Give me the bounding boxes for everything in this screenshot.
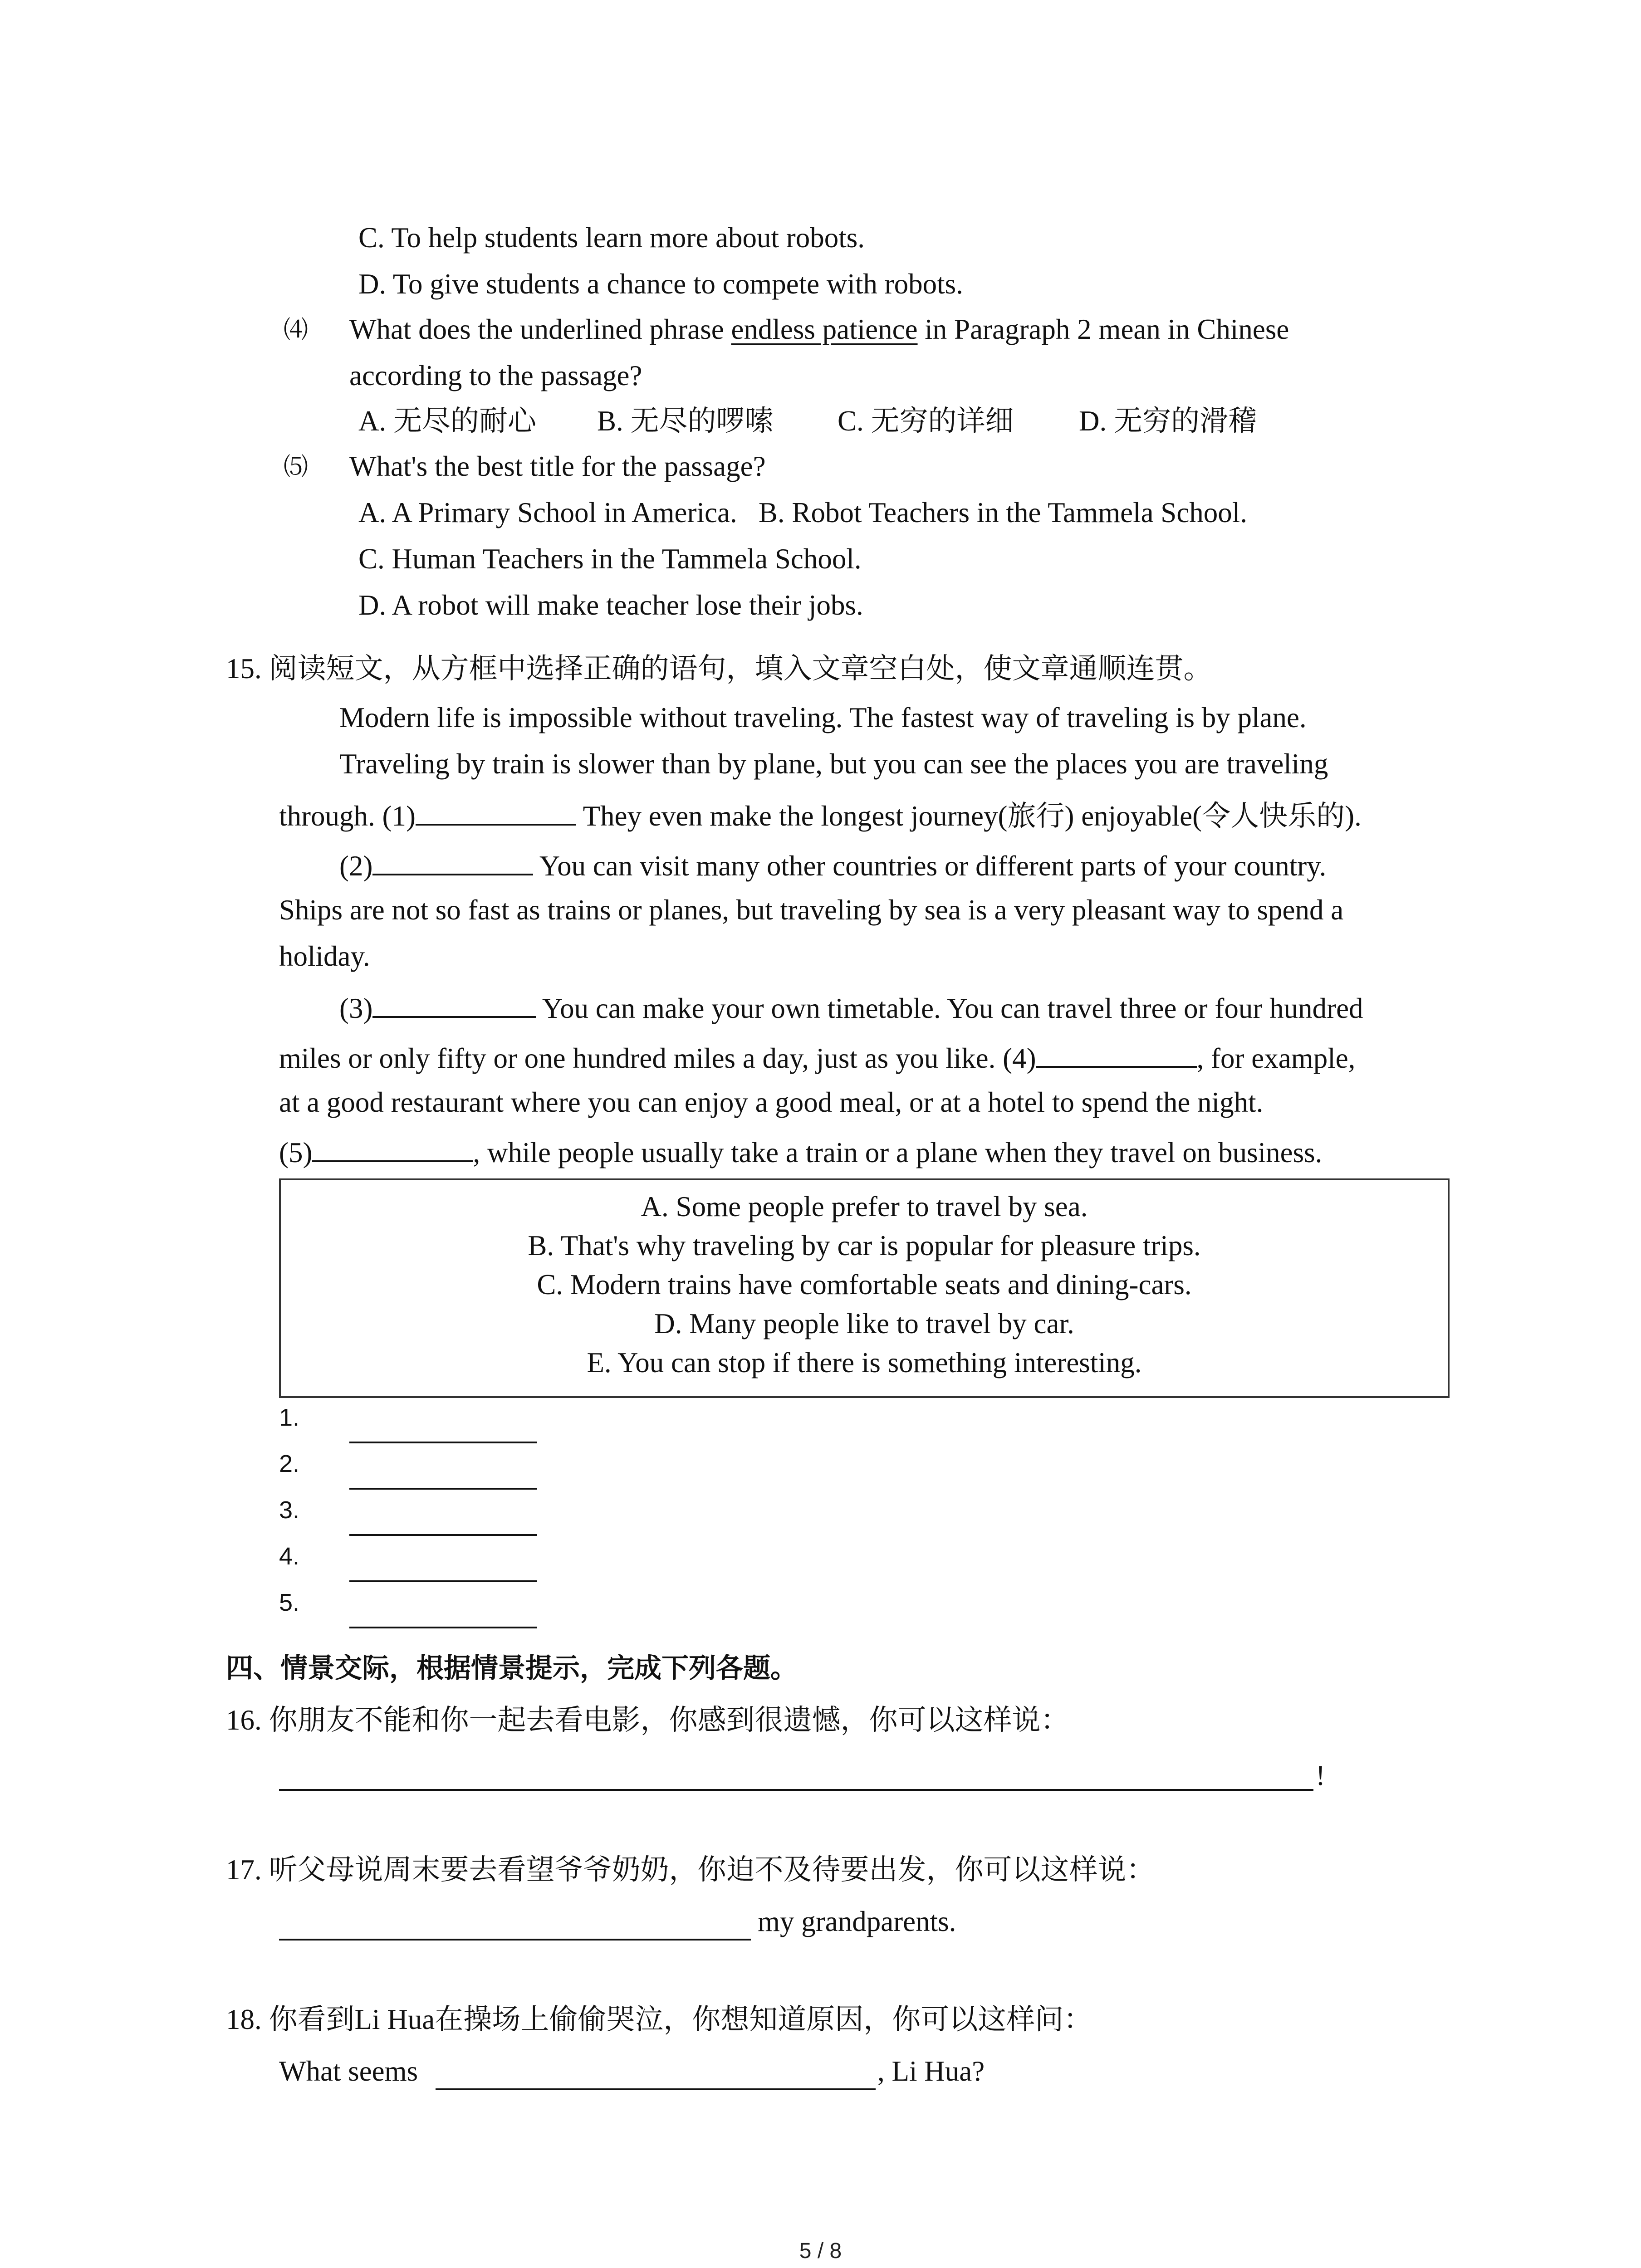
- q14-sub5-number: ⑸: [284, 453, 308, 480]
- answer-line-4[interactable]: [349, 1580, 537, 1582]
- q15-paragraph-2-line2-rest: They even make the longest journey(旅行) enjoyable(令人快乐的).: [576, 800, 1362, 832]
- box-option-e: E. You can stop if there is something interesting.: [587, 1347, 1142, 1378]
- q14-sub4-question-pre: What does the underlined phrase: [349, 313, 731, 345]
- answer-label-2: 2.: [279, 1450, 300, 1477]
- blank-4[interactable]: [1036, 1039, 1197, 1068]
- q14-option-d: D. To give students a chance to compete with robots.: [358, 268, 963, 300]
- q14-sub4-option-b: B. 无尽的啰嗦: [597, 405, 774, 437]
- q14-sub4-question-line2: according to the passage?: [349, 360, 642, 391]
- q15-paragraph-4-line3: at a good restaurant where you can enjoy a good meal, or at a hotel to spend the night.: [279, 1086, 1264, 1118]
- blank-5-label: (5): [279, 1137, 313, 1168]
- answer-line-1[interactable]: [349, 1442, 537, 1443]
- answer-label-3: 3.: [279, 1496, 300, 1524]
- answer-label-1: 1.: [279, 1404, 300, 1431]
- answer-label-4: 4.: [279, 1543, 300, 1570]
- q14-sub4-option-d: D. 无穷的滑稽: [1079, 405, 1257, 437]
- options-box: [279, 1178, 1450, 1398]
- q15-paragraph-2-line1: Traveling by train is slower than by plane, but you can see the places you are traveling: [339, 748, 1328, 780]
- q15-paragraph-3-line1: [339, 846, 1326, 882]
- q14-sub4-number: ⑷: [284, 316, 308, 343]
- answer-line-3[interactable]: [349, 1534, 537, 1536]
- q15-paragraph-4-line2: [279, 1039, 1355, 1075]
- q16-answer-line[interactable]: [279, 1789, 1313, 1791]
- answer-line-2[interactable]: [349, 1488, 537, 1490]
- q15-paragraph-4-line1-rest: You can make your own timetable. You can travel three or four hundred: [536, 992, 1363, 1024]
- q18-start-text: What seems: [279, 2055, 418, 2087]
- q14-sub5-option-ab: A. A Primary School in America. B. Robot Teachers in the Tammela School.: [358, 497, 1248, 528]
- q17-answer-line[interactable]: [279, 1939, 751, 1941]
- q15-paragraph-3-line1-rest: You can visit many other countries or different parts of your country.: [533, 850, 1327, 882]
- page-number: 5 / 8: [799, 2239, 842, 2263]
- blank-3[interactable]: [372, 989, 536, 1018]
- blank-5[interactable]: [312, 1133, 473, 1162]
- q15-paragraph-3-line3: holiday.: [279, 940, 370, 972]
- q14-sub4-option-c: C. 无穷的详细: [838, 405, 1014, 437]
- q17-prompt: 17. 听父母说周末要去看望爷爷奶奶，你迫不及待要出发，你可以这样说：: [226, 1854, 1155, 1886]
- q18-end-text: , Li Hua?: [877, 2055, 985, 2087]
- q14-option-c: C. To help students learn more about robots.: [358, 222, 865, 254]
- q14-sub4-question-post: in Paragraph 2 mean in Chinese: [917, 313, 1289, 345]
- blank-1-label: through. (1): [279, 800, 416, 832]
- section-4-heading: 四、情景交际，根据情景提示，完成下列各题。: [226, 1652, 798, 1684]
- q14-sub5-question: What's the best title for the passage?: [349, 450, 766, 482]
- q15-paragraph-1: Modern life is impossible without traveling. The fastest way of traveling is by plane.: [339, 702, 1307, 733]
- underlined-phrase: endless patience: [731, 313, 918, 345]
- q15-paragraph-4-line1: [339, 989, 1363, 1025]
- q15-paragraph-5-rest: , while people usually take a train or a plane when they travel on business.: [473, 1137, 1323, 1168]
- q16-end-mark: !: [1316, 1760, 1325, 1791]
- blank-4-label: miles or only fifty or one hundred miles a day, just as you like. (4): [279, 1042, 1036, 1074]
- blank-2[interactable]: [372, 846, 533, 875]
- q18-answer-line[interactable]: [436, 2088, 876, 2090]
- q16-prompt: 16. 你朋友不能和你一起去看电影，你感到很遗憾，你可以这样说：: [226, 1704, 1069, 1736]
- q15-paragraph-4-line2-rest: , for example,: [1196, 1042, 1356, 1074]
- q15-instruction: 15. 阅读短文，从方框中选择正确的语句，填入文章空白处，使文章通顺连贯。: [226, 653, 1212, 684]
- q18-prompt: 18. 你看到Li Hua在操场上偷偷哭泣，你想知道原因，你可以这样问：: [226, 2004, 1092, 2035]
- box-option-c: C. Modern trains have comfortable seats and dining-cars.: [537, 1269, 1192, 1300]
- q17-end-text: my grandparents.: [758, 1906, 956, 1937]
- q15-paragraph-2-line2: [279, 797, 1362, 832]
- answer-line-5[interactable]: [349, 1627, 537, 1628]
- blank-3-label: (3): [339, 992, 373, 1024]
- q14-sub4-option-a: A. 无尽的耐心: [358, 405, 536, 437]
- q15-paragraph-5: [279, 1133, 1322, 1169]
- q14-sub5-option-c: C. Human Teachers in the Tammela School.: [358, 543, 862, 575]
- blank-1[interactable]: [416, 797, 576, 826]
- q14-sub5-option-d: D. A robot will make teacher lose their jobs.: [358, 589, 863, 621]
- box-option-a: A. Some people prefer to travel by sea.: [641, 1191, 1088, 1222]
- blank-2-label: (2): [339, 850, 373, 882]
- q15-paragraph-3-line2: Ships are not so fast as trains or planes, but traveling by sea is a very pleasant way to spend a: [279, 894, 1344, 926]
- box-option-b: B. That's why traveling by car is popular for pleasure trips.: [528, 1230, 1201, 1261]
- q14-sub4-question: [349, 313, 1289, 346]
- answer-label-5: 5.: [279, 1589, 300, 1616]
- box-option-d: D. Many people like to travel by car.: [654, 1308, 1074, 1339]
